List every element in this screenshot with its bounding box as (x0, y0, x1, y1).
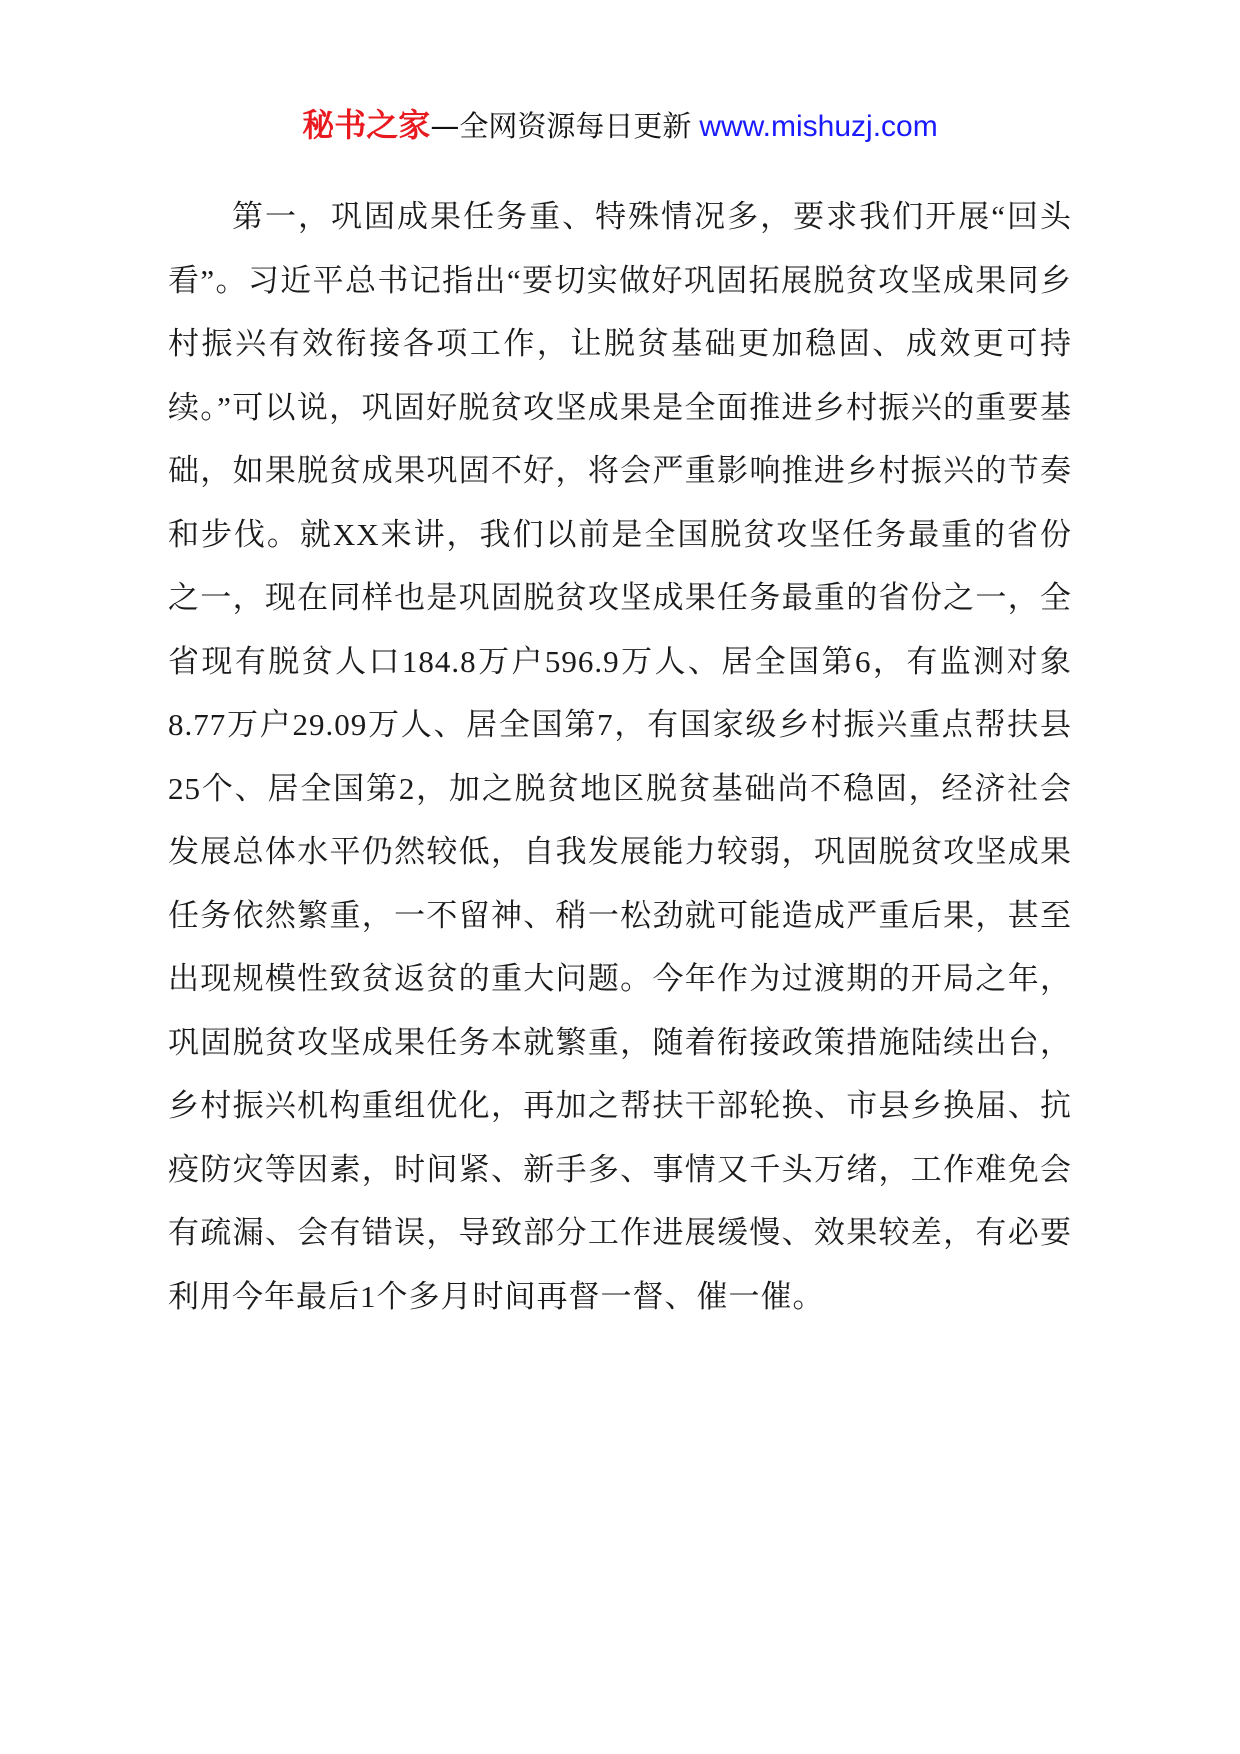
site-link[interactable]: www.mishuzj.com (699, 110, 938, 143)
body-paragraph: 第一，巩固成果任务重、特殊情况多，要求我们开展“回头看”。习近平总书记指出“要切实做好巩固拓展脱贫攻坚成果同乡村振兴有效衔接各项工作，让脱贫基础更加稳固、成效更可持续。”可以说，巩固好脱贫攻坚成果是全面推进乡村振兴的重要基础，如果脱贫成果巩固不好，将会严重影响推进乡村振兴的节奏和步伐。就XX来讲，我们以前是全国脱贫攻坚任务最重的省份之一，现在同样也是巩固脱贫攻坚成果任务最重的省份之一，全省现有脱贫人口184.8万户596.9万人、居全国第6，有监测对象8.77万户29.09万人、居全国第7，有国家级乡村振兴重点帮扶县25个、居全国第2，加之脱贫地区脱贫基础尚不稳固，经济社会发展总体水平仍然较低，自我发展能力较弱，巩固脱贫攻坚成果任务依然繁重，一不留神、稍一松劲就可能造成严重后果，甚至出现规模性致贫返贫的重大问题。今年作为过渡期的开局之年，巩固脱贫攻坚成果任务本就繁重，随着衔接政策措施陆续出台，乡村振兴机构重组优化，再加之帮扶干部轮换、市县乡换届、抗疫防灾等因素，时间紧、新手多、事情又千头万绪，工作难免会有疏漏、会有错误，导致部分工作进展缓慢、效果较差，有必要利用今年最后1个多月时间再督一督、催一催。 (168, 199, 1073, 1314)
page-header (0, 100, 1240, 157)
header-tagline: —全网资源每日更新 (430, 109, 692, 143)
brand-name: 秘书之家 (302, 106, 431, 144)
